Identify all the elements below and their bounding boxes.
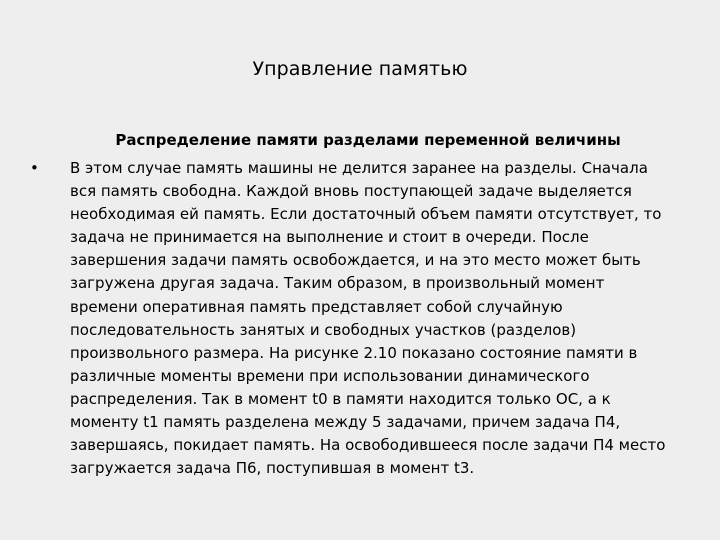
body-line: В этом случае память машины не делится заранее на разделы. Сначала — [70, 159, 648, 177]
body-line: различные моменты времени при использовании динамического — [70, 366, 590, 385]
body-line: загружена другая задача. Таким образом, в произвольный момент — [70, 274, 605, 293]
body-line: необходимая ей память. Если достаточный объем памяти отсутствует, то — [70, 205, 662, 224]
slide-subtitle: Распределение памяти разделами переменной величины — [115, 131, 621, 149]
body-line: произвольного размера. На рисунке 2.10 показано состояние памяти в — [70, 343, 638, 362]
body-line: вся память свободна. Каждой вновь поступающей задаче выделяется — [70, 182, 632, 201]
body-line: задача не принимается на выполнение и стоит в очереди. После — [70, 228, 589, 247]
body-line: завершаясь, покидает память. На освободившееся после задачи П4 место — [70, 436, 666, 455]
bullet-point: • — [30, 159, 39, 177]
body-line: моменту t1 память разделена между 5 задачами, причем задача П4, — [70, 413, 621, 432]
body-line: завершения задачи память освобождается, и на это место может быть — [70, 251, 641, 270]
body-paragraph — [70, 157, 680, 480]
body-line: распределения. Так в момент t0 в памяти находится только ОС, а к — [70, 389, 611, 408]
body-line: загружается задача П6, поступившая в момент t3. — [70, 459, 475, 478]
body-line: времени оперативная память представляет собой случайную — [70, 297, 563, 316]
slide-title: Управление памятью — [252, 58, 468, 80]
body-line: последовательность занятых и свободных участков (разделов) — [70, 320, 577, 339]
